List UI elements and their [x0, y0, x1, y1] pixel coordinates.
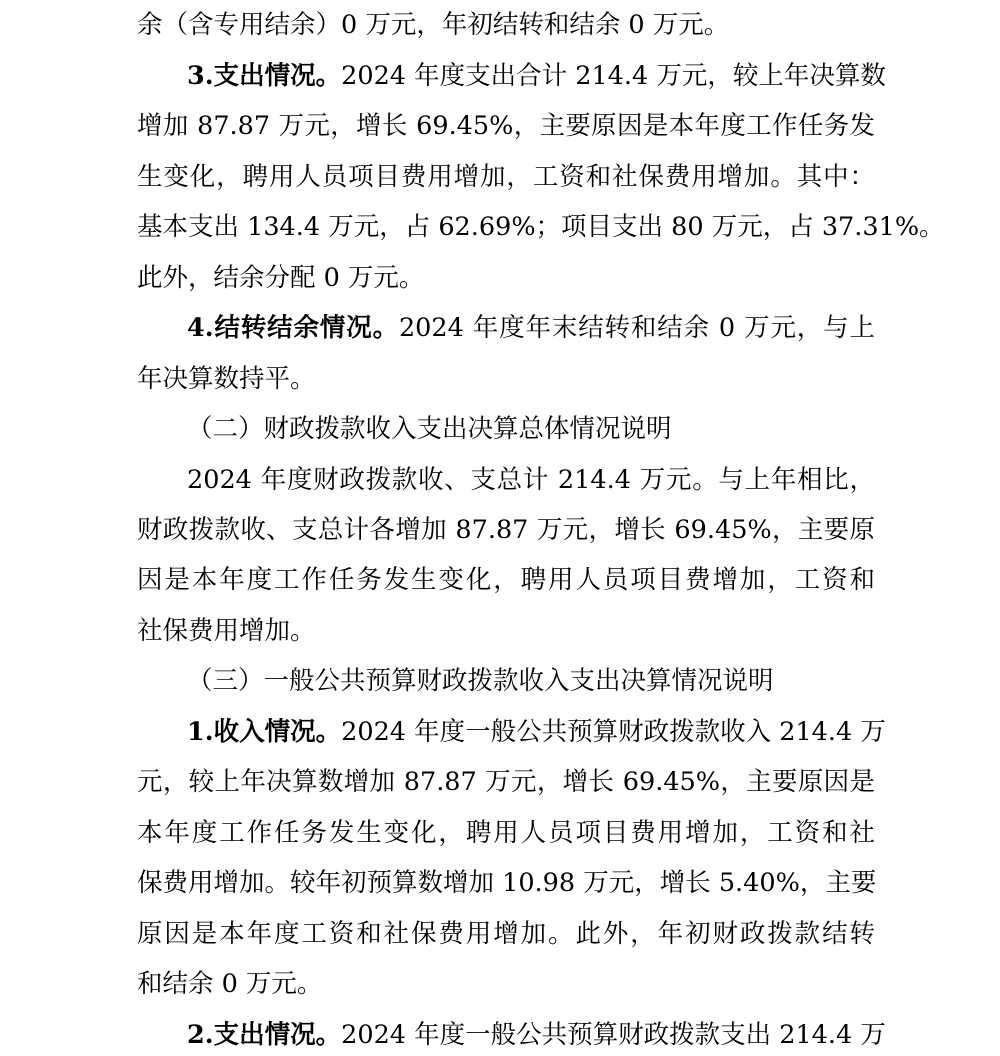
line-text: 和结余 0 万元。: [137, 969, 323, 999]
line-text: 年决算数持平。: [137, 364, 316, 394]
section-heading: 2.支出情况。: [187, 1020, 342, 1050]
paragraph-line: [137, 111, 875, 141]
subsection-heading: [187, 414, 672, 444]
paragraph-line: [187, 717, 886, 747]
line-text: 社保费用增加。: [137, 616, 316, 646]
line-text: 2024 年度一般公共预算财政拨款支出 214.4 万: [341, 1020, 886, 1050]
heading-text: （三）一般公共预算财政拨款收入支出决算情况说明: [187, 666, 774, 696]
line-text: 2024 年度财政拨款收、支总计 214.4 万元。与上年相比，: [187, 465, 875, 495]
line-text: 生变化，聘用人员项目费用增加，工资和社保费用增加。其中：: [137, 162, 875, 192]
paragraph-line: [187, 61, 886, 91]
line-text: 此外，结余分配 0 万元。: [137, 263, 425, 293]
line-text: 因是本年度工作任务发生变化，聘用人员项目费增加，工资和: [137, 565, 875, 595]
section-heading: 4.结转结余情况。: [187, 313, 399, 343]
section-heading: 1.收入情况。: [187, 717, 342, 747]
subsection-heading: [187, 666, 774, 696]
paragraph-line: [137, 616, 316, 646]
paragraph-line: [137, 162, 875, 192]
line-text: 基本支出 134.4 万元，占 62.69%；项目支出 80 万元，占 37.31%。: [137, 212, 945, 242]
paragraph-line: [137, 767, 875, 797]
paragraph-line: [137, 868, 875, 898]
paragraph-line: [187, 1020, 886, 1050]
paragraph-line: [187, 313, 875, 343]
line-text: 财政拨款收、支总计各增加 87.87 万元，增长 69.45%，主要原: [137, 515, 875, 545]
line-text: 元，较上年决算数增加 87.87 万元，增长 69.45%，主要原因是: [137, 767, 875, 797]
line-text: 增加 87.87 万元，增长 69.45%，主要原因是本年度工作任务发: [137, 111, 875, 141]
section-heading: 3.支出情况。: [187, 61, 342, 91]
paragraph-line: [187, 465, 875, 495]
line-text: 2024 年度年末结转和结余 0 万元，与上: [398, 313, 875, 343]
paragraph-line: [137, 364, 316, 394]
paragraph-line: [137, 818, 875, 848]
line-text: 2024 年度一般公共预算财政拨款收入 214.4 万: [341, 717, 886, 747]
line-text: 余（含专用结余）0 万元，年初结转和结余 0 万元。: [137, 10, 730, 40]
paragraph-line: [137, 919, 875, 949]
heading-text: （二）财政拨款收入支出决算总体情况说明: [187, 414, 672, 444]
line-text: 原因是本年度工资和社保费用增加。此外，年初财政拨款结转: [137, 919, 875, 949]
line-text: 保费用增加。较年初预算数增加 10.98 万元，增长 5.40%，主要: [137, 868, 877, 898]
line-text: 本年度工作任务发生变化，聘用人员项目费用增加，工资和社: [137, 818, 875, 848]
paragraph-line: [137, 565, 875, 595]
paragraph-line: [137, 969, 322, 999]
line-text: 2024 年度支出合计 214.4 万元，较上年决算数: [341, 61, 886, 91]
paragraph-line: [137, 263, 424, 293]
paragraph-line: [137, 212, 945, 242]
paragraph-line: [137, 515, 875, 545]
paragraph-line: [137, 10, 729, 40]
